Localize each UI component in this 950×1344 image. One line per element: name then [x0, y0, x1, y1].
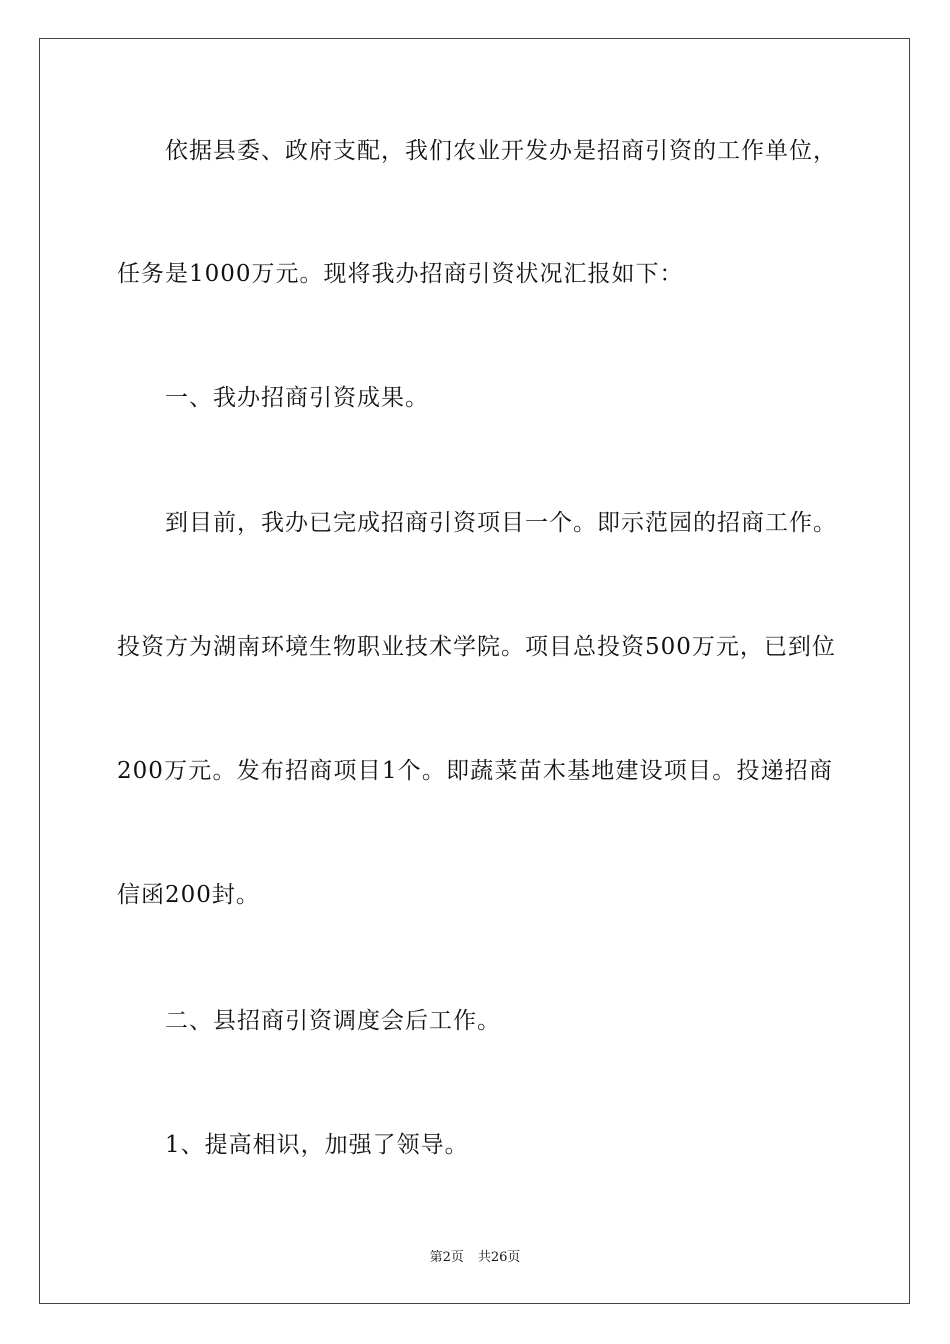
paragraph-line-2: 任务是1000万元。现将我办招商引资状况汇报如下： — [117, 261, 684, 287]
list-item-1: 1、提高相识，加强了领导。 — [165, 1132, 469, 1158]
section-heading-1: 一、我办招商引资成果。 — [165, 385, 429, 411]
page-border — [39, 38, 910, 1304]
current-page-label: 第2页 — [429, 1250, 464, 1265]
paragraph-line-1: 依据县委、政府支配，我们农业开发办是招商引资的工作单位， — [165, 138, 837, 164]
page-footer — [0, 1249, 950, 1267]
paragraph-line-4: 投资方为湖南环境生物职业技术学院。项目总投资500万元，已到位 — [117, 634, 836, 660]
paragraph-line-5: 200万元。发布招商项目1个。即蔬菜苗木基地建设项目。投递招商 — [117, 758, 833, 784]
total-pages-label: 共26页 — [477, 1250, 521, 1265]
paragraph-line-6: 信函200封。 — [117, 882, 260, 908]
paragraph-line-3: 到目前，我办已完成招商引资项目一个。即示范园的招商工作。 — [165, 510, 837, 536]
section-heading-2: 二、县招商引资调度会后工作。 — [165, 1008, 501, 1034]
